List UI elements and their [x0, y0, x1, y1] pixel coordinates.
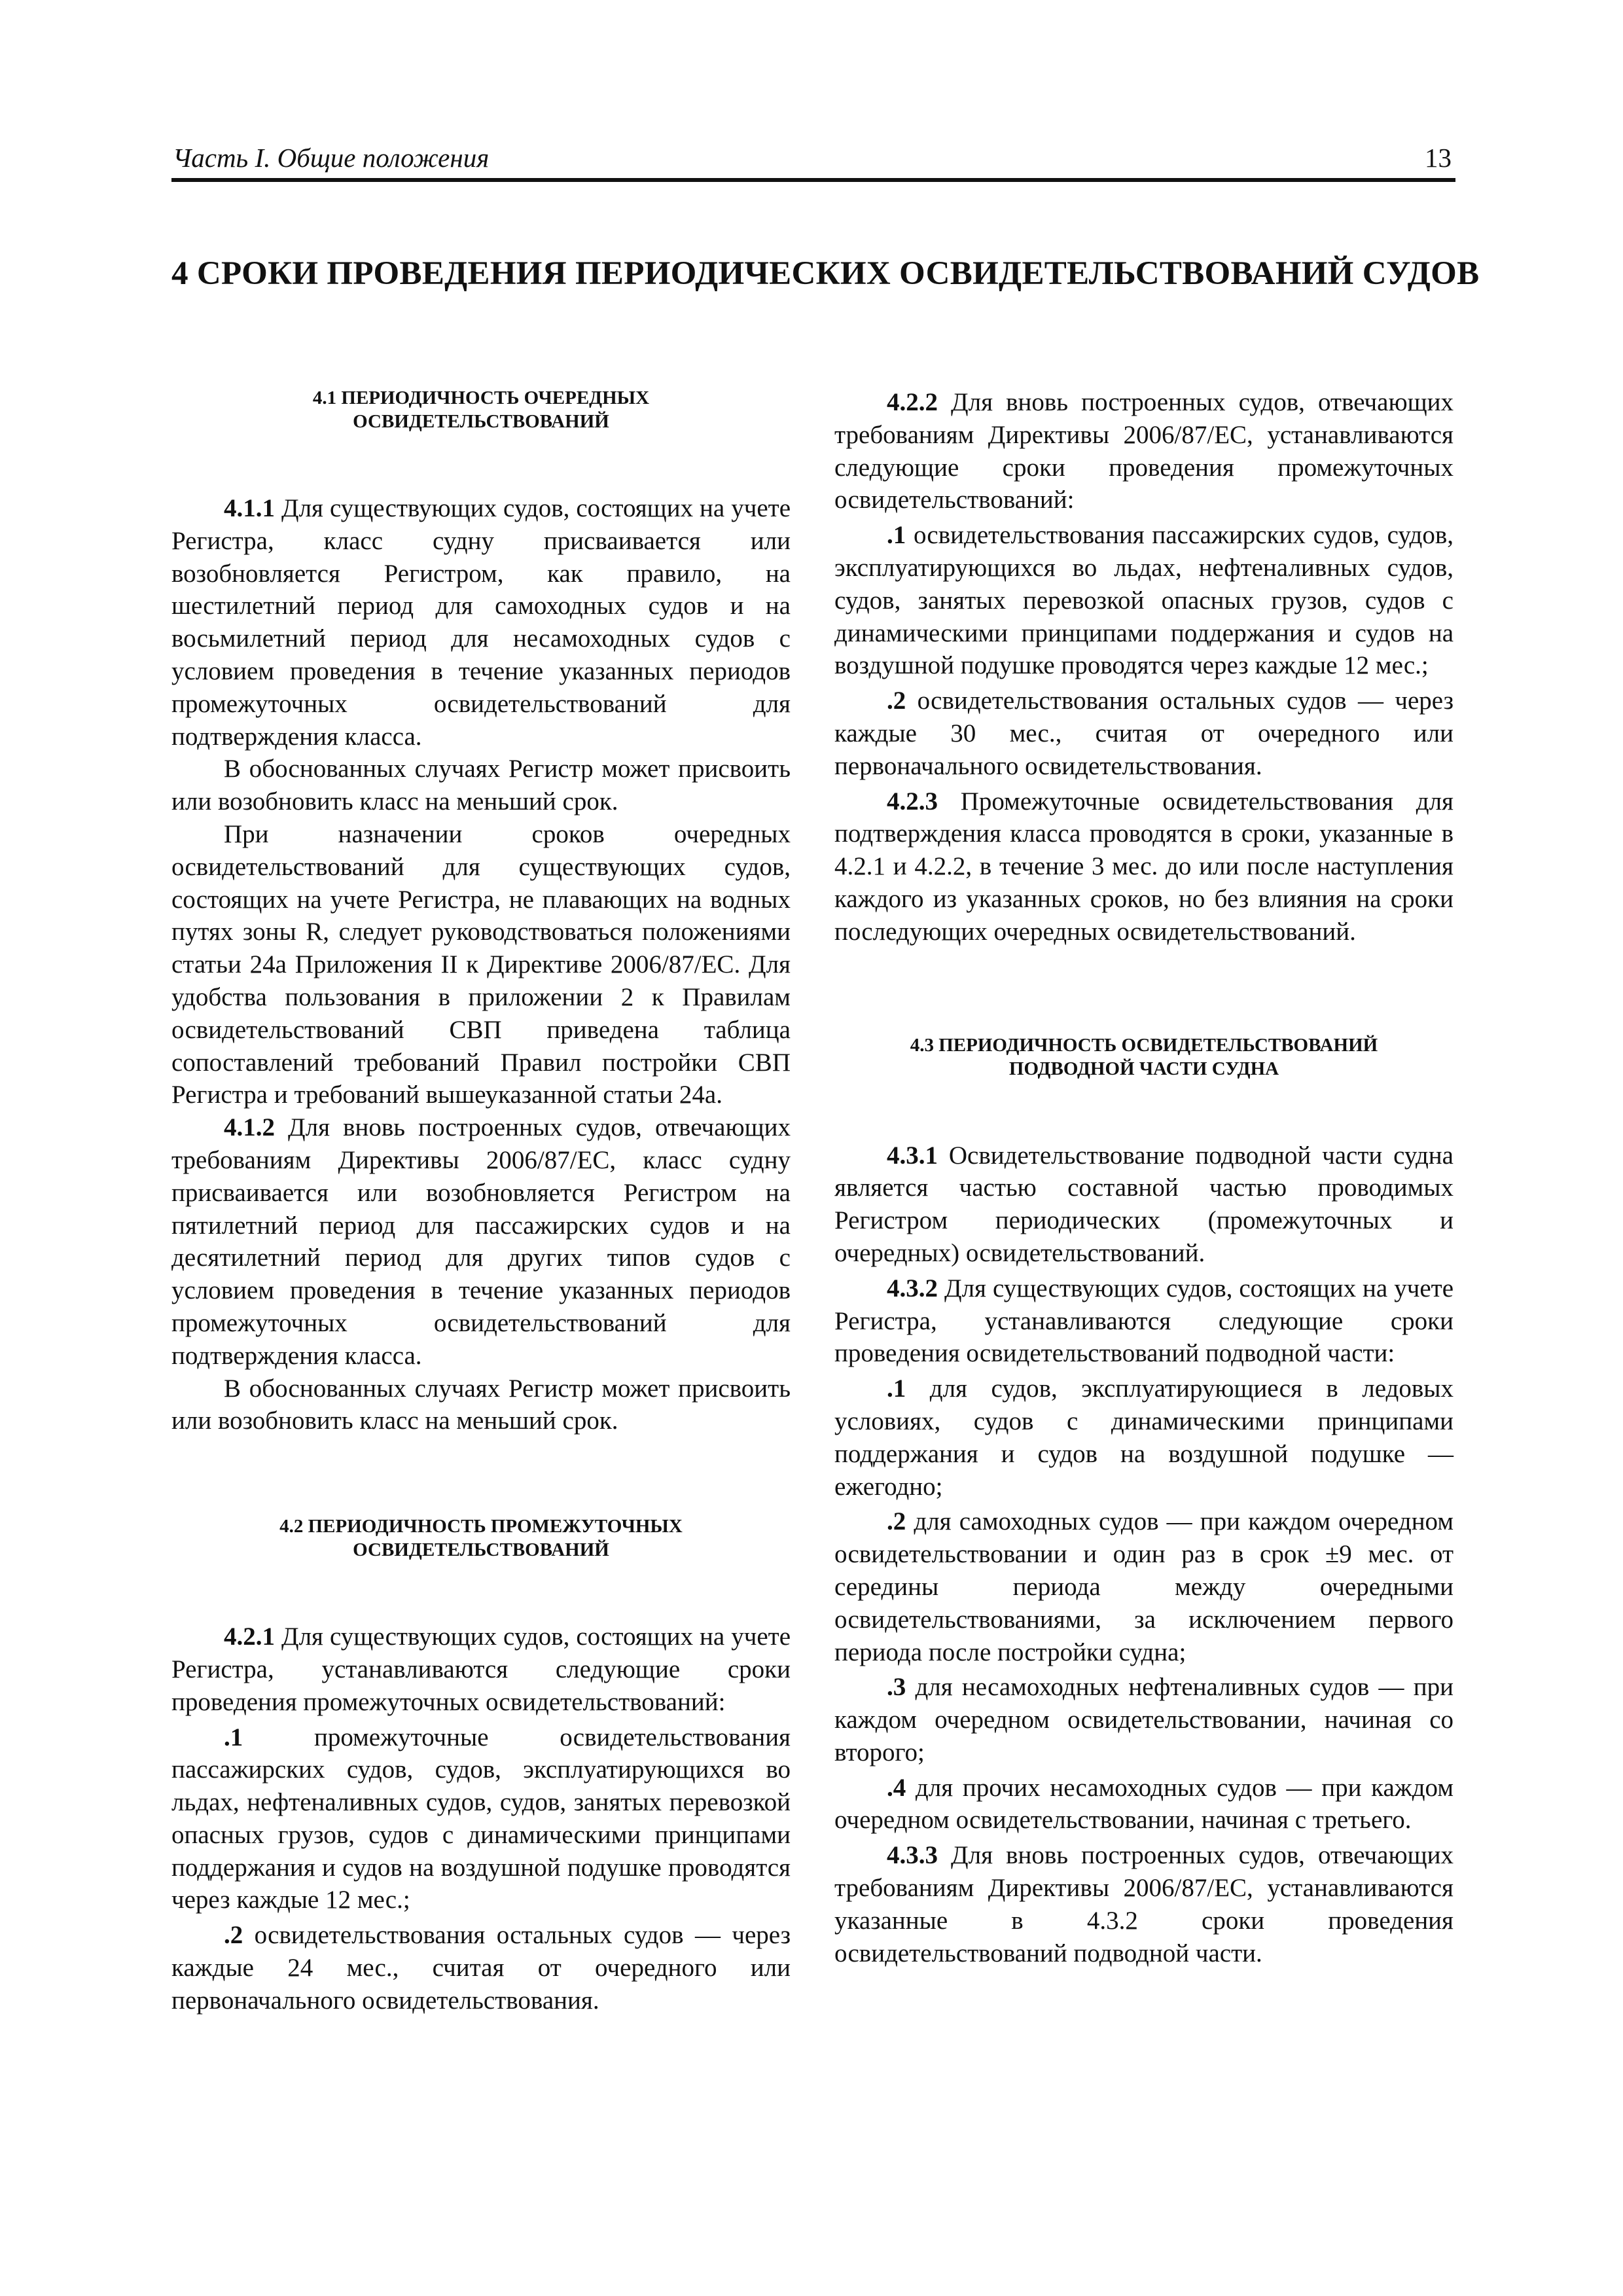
list-item	[834, 1372, 1454, 1503]
list-item	[834, 1671, 1454, 1768]
clause-number: 4.2.1	[224, 1623, 275, 1651]
paragraph-4-2-3	[834, 785, 1454, 948]
item-number: .2	[887, 687, 906, 715]
section-heading-4-1	[171, 386, 791, 433]
clause-number: 4.1.2	[224, 1113, 275, 1142]
paragraph-text: Для существующих судов, состоящих на учете Регистра, устанавливаются следующие сроки проведения освидетельствований подводной части:	[834, 1274, 1454, 1368]
item-text: освидетельствования остальных судов — через каждые 30 мес., считая от очередного или первоначального освидетельствования.	[834, 687, 1454, 780]
clause-number: 4.2.3	[887, 787, 938, 816]
list-item	[171, 1919, 791, 2017]
paragraph-text: Для существующих судов, состоящих на учете Регистра, устанавливаются следующие сроки проведения промежуточных освидетельствований:	[171, 1623, 791, 1716]
item-number: .1	[224, 1723, 243, 1751]
paragraph-4-3-2	[834, 1272, 1454, 1370]
item-text: для несамоходных нефтеналивных судов — при каждом очередном освидетельствовании, начиная со второго;	[834, 1673, 1454, 1767]
right-column	[834, 386, 1454, 1969]
item-number: .1	[887, 521, 906, 550]
paragraph	[171, 1372, 791, 1438]
item-number: .2	[887, 1507, 906, 1536]
chapter-title: 4 СРОКИ ПРОВЕДЕНИЯ ПЕРИОДИЧЕСКИХ ОСВИДЕТЕЛЬСТВОВАНИЙ СУДОВ	[171, 255, 1480, 292]
paragraph-4-2-2	[834, 386, 1454, 516]
heading-line: 4.1 ПЕРИОДИЧНОСТЬ ОЧЕРЕДНЫХ	[312, 387, 650, 408]
item-text: для самоходных судов — при каждом очередном освидетельствовании и один раз в срок ±9 мес. от середины периода между очередными освидетельствованиями, за исключением первого периода после постройки судна;	[834, 1507, 1454, 1666]
item-number: .1	[887, 1374, 906, 1403]
paragraph-4-3-3	[834, 1839, 1454, 1969]
item-number: .4	[887, 1773, 906, 1802]
paragraph-4-2-1	[171, 1621, 791, 1718]
paragraph-4-1-2	[171, 1111, 791, 1372]
paragraph-text: Для вновь построенных судов, отвечающих требованиям Директивы 2006/87/ЕС, устанавливаются указанные в 4.3.2 сроки проведения освидетельствований подводной части.	[834, 1841, 1454, 1967]
list-item	[834, 519, 1454, 682]
part-title: Часть I. Общие положения	[173, 143, 490, 173]
item-text: освидетельствования пассажирских судов, судов, эксплуатирующихся во льдах, нефтеналивных судов, судов, занятых перевозкой опасных грузов, судов с динамическими принципами поддержания и судов на воздушной подушке проводятся через каждые 12 мес.;	[834, 521, 1454, 680]
paragraph-text: При назначении сроков очередных освидетельствований для существующих судов, состоящих на учете Регистра, не плавающих на водных путях зоны R, следует руководствоваться положениями статьи 24а Приложения II к Директиве 2006/87/ЕС. Для удобства пользования в приложении 2 к Правилам освидетельствований СВП приведена таблица сопоставлений требований Правил постройки СВП Регистра и требований вышеуказанной статьи 24а.	[171, 819, 791, 1109]
paragraph-text: Для существующих судов, состоящих на учете Регистра, класс судну присваивается или возобновляется Регистром, как правило, на шестилетний период для самоходных судов и на восьмилетний период для несамоходных судов с условием проведения в течение указанных периодов промежуточных освидетельствований для подтверждения класса.	[171, 494, 791, 751]
paragraph-text: Для вновь построенных судов, отвечающих требованиям Директивы 2006/87/ЕС, устанавливаются следующие сроки проведения промежуточных освидетельствований:	[834, 388, 1454, 514]
heading-line: 4.3 ПЕРИОДИЧНОСТЬ ОСВИДЕТЕЛЬСТВОВАНИЙ	[910, 1034, 1378, 1056]
paragraph-text: Промежуточные освидетельствования для подтверждения класса проводятся в сроки, указанные в 4.2.1 и 4.2.2, в течение 3 мес. до или после наступления каждого из указанных сроков, но без влияния на сроки последующих очередных освидетельствований.	[834, 787, 1454, 946]
page-number: 13	[1425, 143, 1452, 173]
running-header	[171, 141, 1455, 182]
paragraph-text: Освидетельствование подводной части судна является частью составной частью проводимых Регистром периодических (промежуточных и очередных) освидетельствований.	[834, 1141, 1454, 1267]
paragraph-text: В обоснованных случаях Регистр может присвоить или возобновить класс на меньший срок.	[171, 755, 791, 816]
item-text: промежуточные освидетельствования пассажирских судов, судов, эксплуатирующихся во льдах, нефтеналивных судов, судов, занятых перевозкой опасных грузов, судов с динамическими принципами поддержания и судов на воздушной подушке проводятся через каждые 12 мес.;	[171, 1723, 791, 1914]
item-number: .2	[224, 1921, 243, 1950]
paragraph	[171, 753, 791, 818]
paragraph	[171, 818, 791, 1111]
left-column	[171, 386, 791, 2017]
heading-line: 4.2 ПЕРИОДИЧНОСТЬ ПРОМЕЖУТОЧНЫХ	[279, 1516, 683, 1537]
clause-number: 4.3.3	[887, 1841, 938, 1870]
section-heading-4-2	[171, 1515, 791, 1562]
item-text: для прочих несамоходных судов — при каждом очередном освидетельствовании, начиная с третьего.	[834, 1773, 1454, 1835]
clause-number: 4.3.2	[887, 1274, 938, 1302]
list-item	[834, 1772, 1454, 1837]
list-item	[834, 685, 1454, 782]
item-text: для судов, эксплуатирующиеся в ледовых условиях, судов с динамическими принципами поддержания и судов на воздушной подушке — ежегодно;	[834, 1374, 1454, 1501]
paragraph-text: В обоснованных случаях Регистр может присвоить или возобновить класс на меньший срок.	[171, 1374, 791, 1435]
section-heading-4-3	[834, 1033, 1454, 1081]
clause-number: 4.1.1	[224, 494, 275, 522]
item-number: .3	[887, 1673, 906, 1702]
item-text: освидетельствования остальных судов — через каждые 24 мес., считая от очередного или первоначального освидетельствования.	[171, 1921, 791, 2015]
list-item	[834, 1505, 1454, 1668]
paragraph-text: Для вновь построенных судов, отвечающих требованиям Директивы 2006/87/ЕС, класс судну присваивается или возобновляется Регистром на пятилетний период для пассажирских судов и на десятилетний период для других типов судов с условием проведения в течение указанных периодов промежуточных освидетельствований для подтверждения класса.	[171, 1113, 791, 1370]
heading-line: ПОДВОДНОЙ ЧАСТИ СУДНА	[1008, 1058, 1279, 1079]
heading-line: ОСВИДЕТЕЛЬСТВОВАНИЙ	[353, 411, 609, 432]
list-item	[171, 1721, 791, 1917]
paragraph-4-3-1	[834, 1139, 1454, 1270]
clause-number: 4.3.1	[887, 1141, 938, 1170]
heading-line: ОСВИДЕТЕЛЬСТВОВАНИЙ	[353, 1539, 609, 1561]
paragraph-4-1-1	[171, 492, 791, 753]
clause-number: 4.2.2	[887, 388, 938, 416]
